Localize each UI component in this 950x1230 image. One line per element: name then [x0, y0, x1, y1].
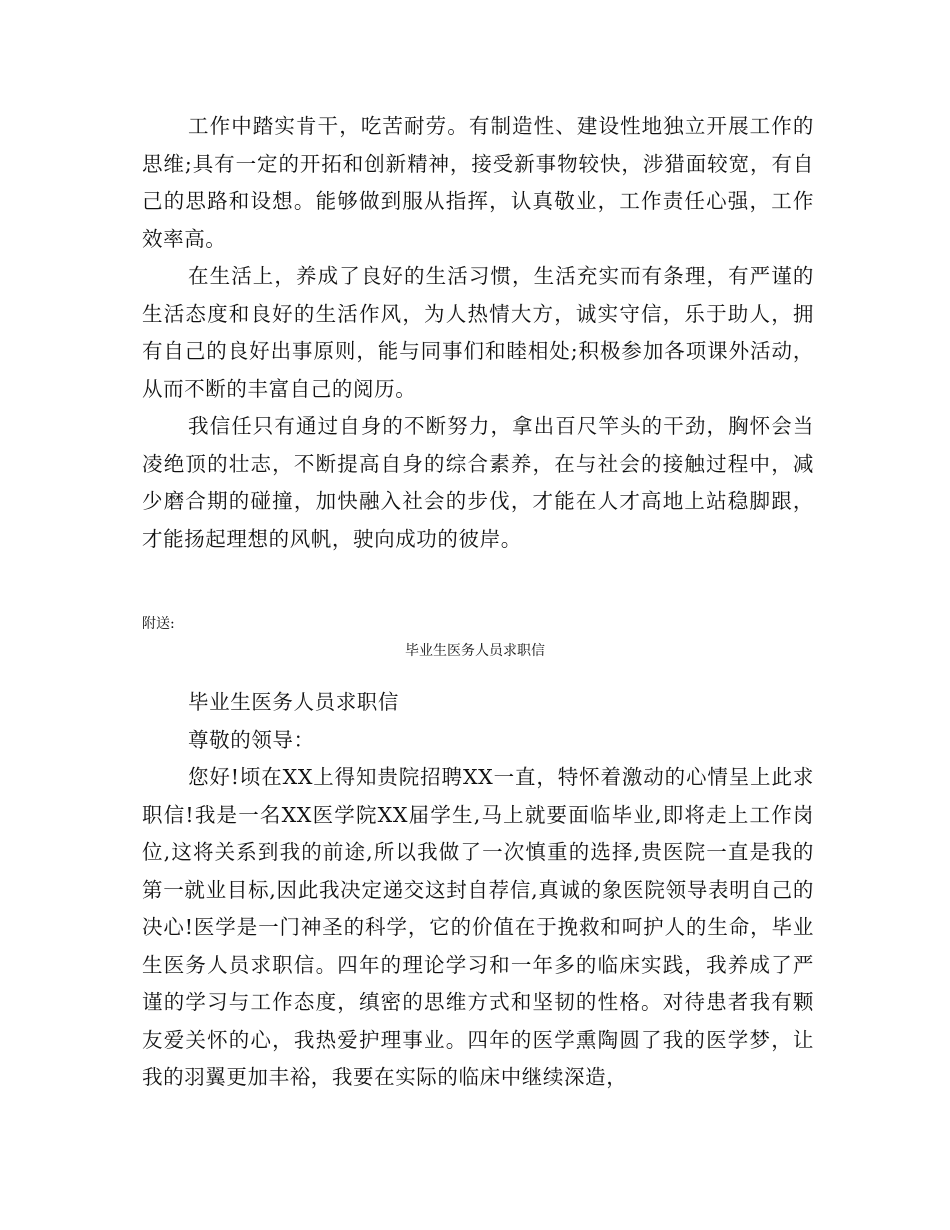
letter-body: 您好!顷在XX上得知贵院招聘XX一直，特怀着激动的心情呈上此求职信!我是一名XX医学院XX届学生,马上就要面临毕业,即将走上工作岗位,这将关系到我的前途,所以我做了一次慎重的选择,贵医院一直是我的第一就业目标,因此我决定递交这封自荐信,真诚的象医院领导表明自己的决心!医学是一门神圣的科学，它的价值在于挽救和呵护人的生命，毕业生医务人员求职信。四年的理论学习和一年多的临床实践，我养成了严谨的学习与工作态度，缜密的思维方式和坚韧的性格。对待患者我有颗友爱关怀的心，我热爱护理事业。四年的医学熏陶圆了我的医学梦，让我的羽翼更加丰裕，我要在实际的临床中继续深造， — [142, 765, 814, 1089]
attachment-title: 毕业生医务人员求职信 — [405, 643, 545, 659]
letter-heading: 毕业生医务人员求职信 — [188, 690, 399, 714]
body-text-block — [142, 108, 814, 558]
attachment-label: 附送: — [142, 616, 175, 632]
letter-block — [142, 684, 814, 1097]
body-paragraph: 工作中踏实肯干，吃苦耐劳。有制造性、建设性地独立开展工作的思维;具有一定的开拓和创新精神，接受新事物较快，涉猎面较宽，有自己的思路和设想。能够做到服从指挥，认真敬业，工作责任心强，工作效率高。 — [142, 114, 814, 251]
body-paragraph: 在生活上，养成了良好的生活习惯，生活充实而有条理，有严谨的生活态度和良好的生活作风，为人热情大方，诚实守信，乐于助人，拥有自己的良好出事原则，能与同事们和睦相处;积极参加各项课外活动，从而不断的丰富自己的阅历。 — [142, 264, 814, 401]
letter-salutation: 尊敬的领导： — [188, 727, 315, 752]
body-paragraph: 我信任只有通过自身的不断努力，拿出百尺竿头的干劲，胸怀会当凌绝顶的壮志，不断提高自身的综合素养，在与社会的接触过程中，减少磨合期的碰撞，加快融入社会的步伐，才能在人才高地上站稳脚跟，才能扬起理想的风帆，驶向成功的彼岸。 — [142, 414, 814, 551]
